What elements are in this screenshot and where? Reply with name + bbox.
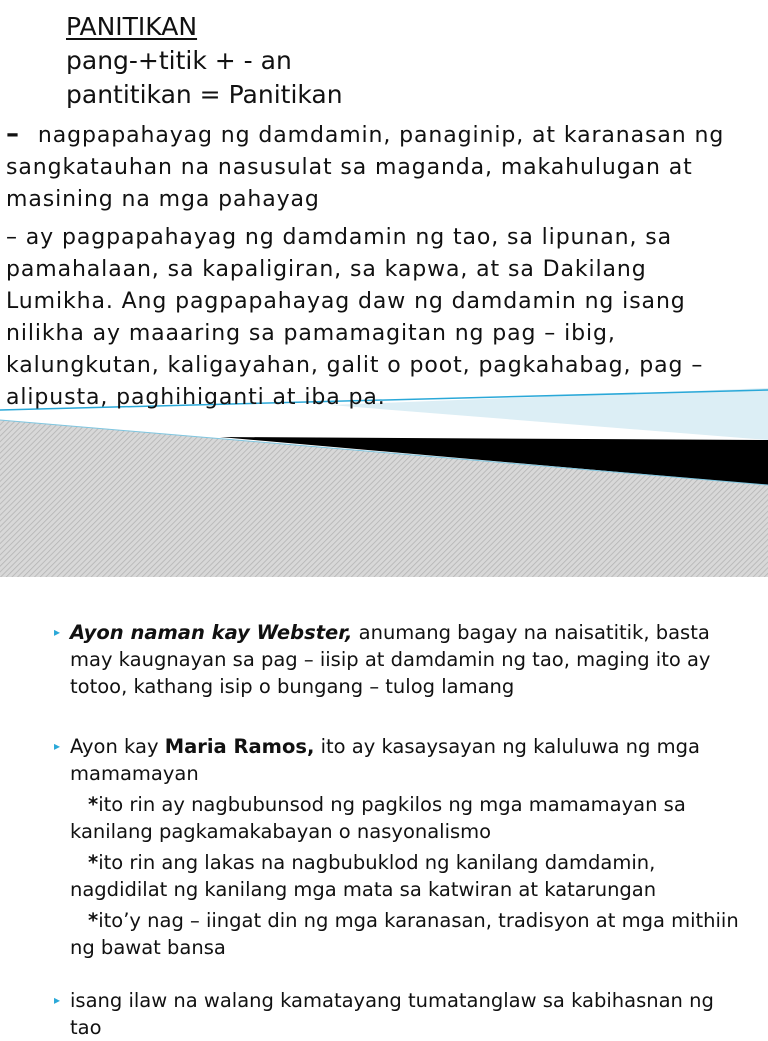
page-title: PANITIKAN [66, 12, 198, 41]
list-item-ilaw [54, 987, 740, 1041]
list-item-webster [54, 619, 740, 700]
maria-ramos-label: Maria Ramos, [164, 735, 315, 758]
bullet-arrow-icon: ▸ [54, 739, 61, 753]
bullet-arrow-icon: ▸ [54, 993, 61, 1007]
definition-paragraph-1 [6, 118, 762, 216]
ilaw-text: isang ilaw na walang kamatayang tumatanglaw sa kabihasnan ng tao [70, 989, 714, 1039]
etymology-line: pang-+titik + - an [66, 46, 292, 75]
definition-paragraph-2: – ay pagpapahayag ng damdamin ng tao, sa lipunan, sa pamahalaan, sa kapaligiran, sa kapwa, at sa Dakilang Lumikha. Ang pagpapahayag daw ng damdamin ng isang nilikha ay maaaring sa pamamagitan ng pag – ibig, kalungkutan, kaligayahan, galit o poot, pagkahabag, pag – alipusta, paghihiganti at iba pa. [6, 225, 704, 410]
sub-point-3-text: ito’y nag – iingat din ng mga karanasan, tradisyon at mga mithiin ng bawat bansa [70, 909, 739, 959]
derivation-line: pantitikan = Panitikan [66, 80, 343, 109]
webster-text: anumang bagay na naisatitik, basta may kaugnayan sa pag – iisip at damdamin ng tao, maging ito ay totoo, kathang isip o bungang – tulog lamang [70, 621, 711, 698]
maria-ramos-pre: Ayon kay [70, 735, 165, 758]
sub-point-2-text: ito rin ang lakas na nagbubuklod ng kanilang damdamin, nagdidilat ng kanilang mga mata sa katwiran at katarungan [70, 851, 657, 901]
star-marker: * [88, 793, 99, 816]
sub-point-1 [70, 791, 740, 845]
dash-marker: – [6, 119, 20, 149]
slide-2 [0, 577, 768, 1039]
sub-point-1-text: ito rin ay nagbubunsod ng pagkilos ng mga mamamayan sa kanilang pagkamakabayan o nasyonalismo [70, 793, 686, 843]
maria-ramos-text: ito ay kasaysayan ng kaluluwa ng mga mamamayan [70, 735, 700, 785]
sub-point-3 [70, 907, 740, 961]
definition-1-text: nagpapahayag ng damdamin, panaginip, at karanasan ng sangkatauhan na nasusulat sa maganda, makahulugan at masining na mga pahayag [6, 123, 725, 212]
title-block [66, 10, 343, 112]
star-marker: * [88, 909, 99, 932]
star-marker: * [88, 851, 99, 874]
sub-point-2 [70, 849, 740, 903]
bullet-arrow-icon: ▸ [54, 625, 61, 639]
maria-ramos-line [70, 733, 740, 787]
webster-label: Ayon naman kay Webster, [70, 621, 353, 644]
list-item-maria-ramos [54, 733, 740, 961]
